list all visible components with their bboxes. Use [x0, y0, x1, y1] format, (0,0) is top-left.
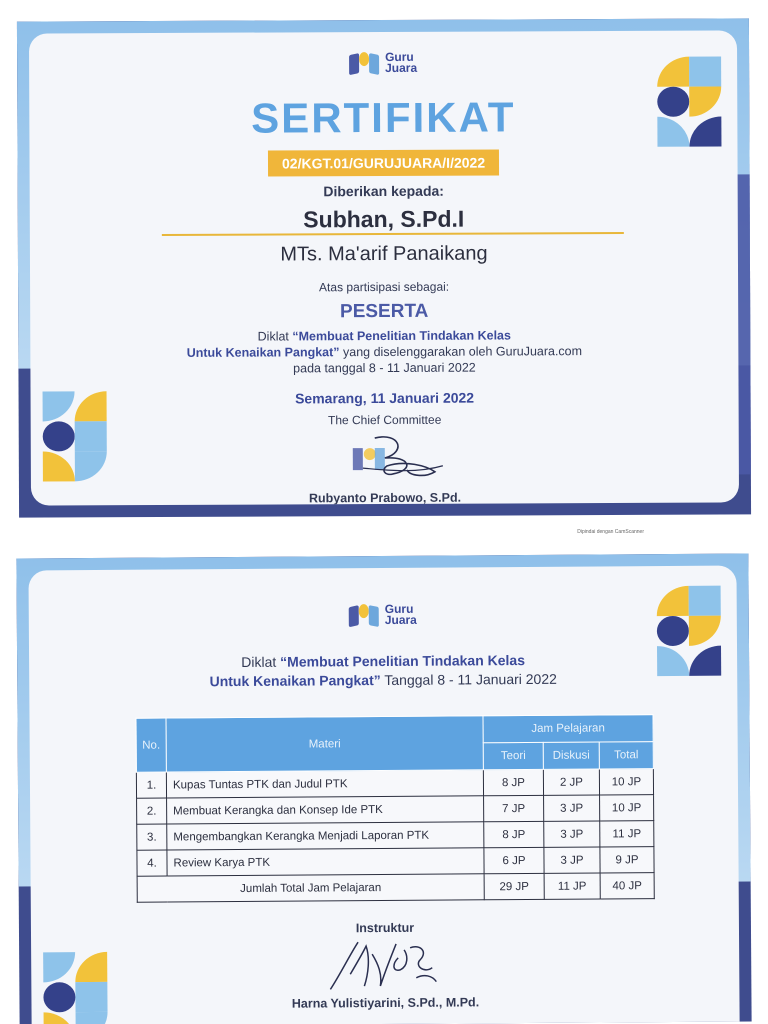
col-header-jam-pelajaran: Jam Pelajaran [483, 715, 653, 743]
row-no: 3. [137, 824, 167, 850]
committee-label: The Chief Committee [327, 412, 442, 428]
recipient-institution: MTs. Ma'arif Panaikang [280, 242, 488, 266]
heading-suffix: Tanggal 8 - 11 Januari 2022 [380, 670, 557, 689]
col-header-teori: Teori [483, 742, 543, 769]
heading-title-2: Untuk Kenaikan Pangkat” [209, 672, 381, 690]
participation-label: Atas partisipasi sebagai: [319, 279, 450, 295]
certificate-title: SERTIFIKAT [251, 93, 516, 142]
row-materi: Membuat Kerangka dan Konsep Ide PTK [167, 796, 484, 824]
table-row [136, 769, 653, 799]
row-teori: 8 JP [484, 821, 544, 847]
col-header-materi: Materi [166, 716, 483, 772]
row-diskusi: 3 JP [544, 821, 600, 847]
col-header-total: Total [599, 742, 653, 769]
gurujuara-logo-icon [349, 52, 379, 74]
chief-committee-name: Rubyanto Prabowo, S.Pd. [308, 490, 462, 506]
table-row [137, 821, 654, 851]
recipient-name: Subhan, S.Pd.I [303, 205, 465, 233]
given-to-label: Diberikan kepada: [323, 182, 444, 200]
gurujuara-logo [349, 49, 418, 75]
total-teori: 29 JP [484, 873, 544, 899]
total-diskusi: 11 JP [544, 873, 600, 899]
row-no: 2. [137, 798, 167, 824]
row-teori: 7 JP [484, 795, 544, 821]
instructor-signature [320, 934, 450, 1000]
logo-text-juara: Juara [384, 612, 417, 627]
row-materi: Mengembangkan Kerangka Menjadi Laporan PTK [167, 822, 484, 850]
row-materi: Kupas Tuntas PTK dan Judul PTK [166, 770, 483, 798]
table-total-row [137, 873, 654, 903]
logo-text-juara: Juara [385, 60, 418, 75]
schedule-heading [29, 650, 737, 693]
certificate-panel [29, 30, 739, 505]
training-description [30, 326, 738, 377]
col-header-diskusi: Diskusi [543, 742, 599, 769]
scanner-watermark: Dipindai dengan CamScanner [577, 529, 644, 535]
desc-prefix: Diklat [257, 329, 293, 344]
row-total: 9 JP [600, 847, 654, 873]
certificate-page [17, 18, 751, 517]
lesson-hours-table [135, 714, 654, 903]
row-diskusi: 3 JP [544, 847, 600, 873]
row-no: 1. [136, 772, 166, 798]
row-diskusi: 3 JP [544, 795, 600, 821]
logo-text-guru: Guru [384, 601, 414, 616]
certificate-number: 02/KGT.01/GURUJUARA/I/2022 [268, 149, 499, 176]
place-and-date: Semarang, 11 Januari 2022 [295, 389, 475, 407]
instructor-label: Instruktur [355, 920, 415, 936]
table-row [137, 795, 654, 825]
row-total: 10 JP [599, 769, 653, 795]
row-teori: 6 JP [484, 847, 544, 873]
desc-date: pada tanggal 8 - 11 Januari 2022 [293, 360, 476, 376]
chief-committee-signature [315, 430, 455, 496]
participant-role: PESERTA [339, 300, 429, 323]
col-header-no: No. [136, 718, 166, 772]
gurujuara-logo [349, 601, 417, 627]
gurujuara-logo-icon [349, 604, 379, 626]
desc-title-2: Untuk Kenaikan Pangkat” [186, 345, 340, 360]
instructor-name: Harna Yulistiyarini, S.Pd., M.Pd. [291, 995, 480, 1011]
row-total: 10 JP [600, 795, 654, 821]
table-row [137, 847, 654, 877]
row-total: 11 JP [600, 821, 654, 847]
total-total: 40 JP [600, 873, 654, 899]
row-no: 4. [137, 850, 167, 876]
total-label: Jumlah Total Jam Pelajaran [137, 874, 484, 902]
logo-text-guru: Guru [385, 49, 414, 64]
schedule-panel [28, 566, 739, 1024]
desc-title-1: “Membuat Penelitian Tindakan Kelas [292, 328, 511, 344]
heading-title-1: “Membuat Penelitian Tindakan Kelas [280, 652, 526, 670]
row-diskusi: 2 JP [543, 769, 599, 795]
desc-suffix: yang diselenggarakan oleh GuruJuara.com [339, 344, 583, 360]
row-materi: Review Karya PTK [167, 848, 484, 876]
decorative-shapes-bottom-left [43, 952, 108, 1024]
heading-prefix: Diklat [241, 653, 281, 670]
row-teori: 8 JP [483, 769, 543, 795]
schedule-page [16, 553, 751, 1024]
